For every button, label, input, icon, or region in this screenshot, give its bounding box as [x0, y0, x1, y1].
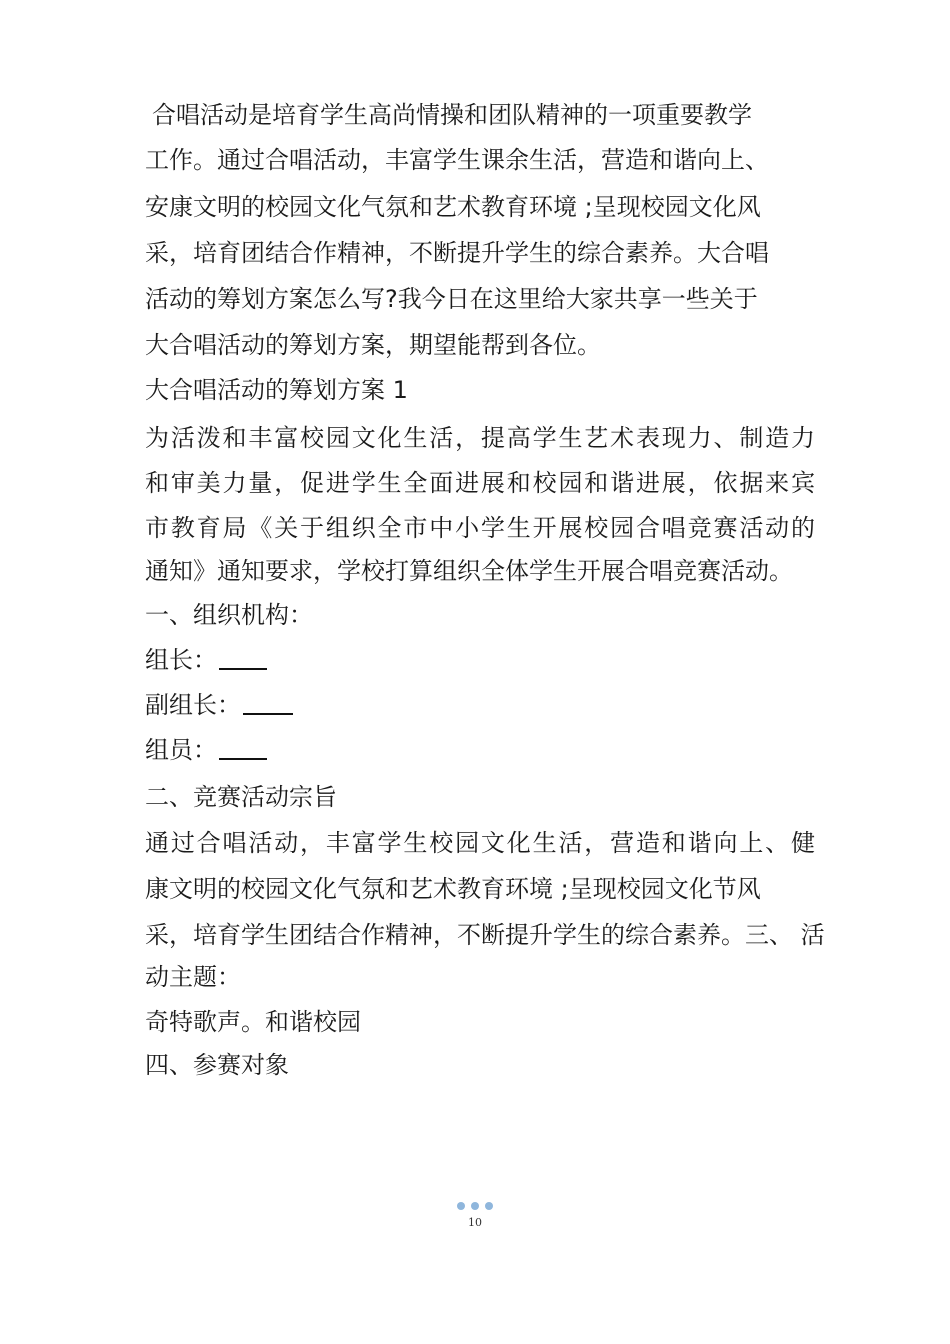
- form-field-deputy-leader: [145, 690, 815, 720]
- paragraph-line: 奇特歌声。和谐校园: [145, 1008, 361, 1036]
- paragraph-line: 康文明的校园文化气氛和艺术教育环境 ;呈现校园文化节风: [145, 875, 761, 903]
- dot-icon: [457, 1202, 465, 1210]
- paragraph-line: 动主题：: [145, 963, 241, 991]
- paragraph-line: 采，培育学生团结合作精神，不断提升学生的综合素养。三、 活: [145, 921, 825, 949]
- paragraph-line: 安康文明的校园文化气氛和艺术教育环境 ;呈现校园文化风: [145, 193, 761, 221]
- form-field-members: [145, 735, 815, 765]
- paragraph-line: 市教育局《关于组织全市中小学生开展校园合唱竞赛活动的: [145, 514, 815, 542]
- page-footer-dots: [457, 1201, 493, 1211]
- form-field-leader: [145, 645, 815, 675]
- section-heading: 一、组织机构：: [145, 601, 313, 629]
- paragraph-line: 活动的筹划方案怎么写?我今日在这里给大家共享一些关于: [145, 285, 758, 313]
- section-heading: 二、竞赛活动宗旨: [145, 783, 337, 811]
- paragraph-line: 通知》通知要求，学校打算组织全体学生开展合唱竞赛活动。: [145, 557, 793, 585]
- field-label: 组员：: [145, 736, 217, 764]
- section-heading: 大合唱活动的筹划方案 1: [145, 376, 408, 404]
- field-label: 副组长：: [145, 691, 241, 719]
- paragraph-line: 为活泼和丰富校园文化生活，提高学生艺术表现力、制造力: [145, 424, 815, 452]
- paragraph-line: 和审美力量，促进学生全面进展和校园和谐进展，依据来宾: [145, 469, 815, 497]
- field-label: 组长：: [145, 646, 217, 674]
- page-number: 10: [468, 1216, 482, 1229]
- paragraph-line: 通过合唱活动，丰富学生校园文化生活，营造和谐向上、健: [145, 829, 815, 857]
- blank-underline: [219, 738, 267, 760]
- dot-icon: [485, 1202, 493, 1210]
- paragraph-line: 工作。通过合唱活动，丰富学生课余生活，营造和谐向上、: [145, 146, 769, 174]
- paragraph-line: 采，培育团结合作精神，不断提升学生的综合素养。大合唱: [145, 239, 769, 267]
- dot-icon: [471, 1202, 479, 1210]
- paragraph-line: 合唱活动是培育学生高尚情操和团队精神的一项重要教学: [152, 101, 752, 129]
- blank-underline: [243, 693, 293, 715]
- section-heading: 四、参赛对象: [145, 1051, 289, 1079]
- blank-underline: [219, 648, 267, 670]
- paragraph-line: 大合唱活动的筹划方案，期望能帮到各位。: [145, 331, 601, 359]
